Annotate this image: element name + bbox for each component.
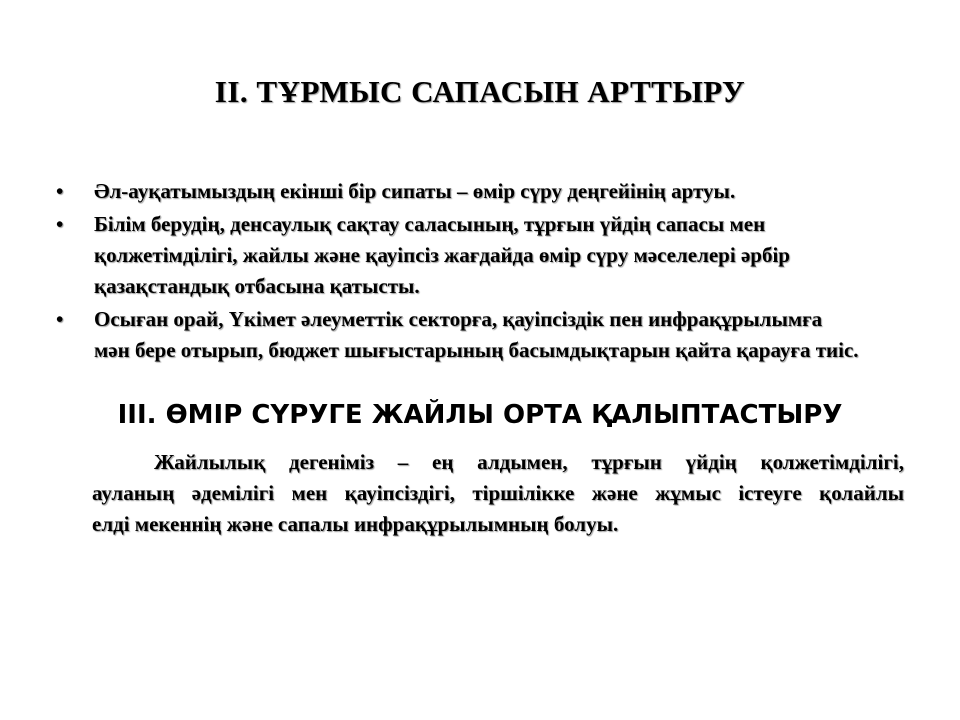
paragraph-line: елді мекеннің және сапалы инфрақұрылымның болуы.	[92, 512, 619, 536]
bullet-text-line: қазақстандық отбасына қатысты.	[94, 274, 420, 298]
bullet-text-line: Әл-ауқатымыздың екінші бір сипаты – өмір сүру деңгейінің артуы.	[94, 179, 736, 203]
slide-title: II. ТҰРМЫС САПАСЫН АРТТЫРУ	[214, 74, 746, 109]
bullet-text-line: қолжетімділігі, жайлы және қауіпсіз жағдайда өмір сүру мәселелері әрбір	[94, 243, 790, 267]
section-subtitle: III. ӨМІР СҮРУГЕ ЖАЙЛЫ ОРТА ҚАЛЫПТАСТЫРУ	[117, 400, 843, 430]
bullet-item	[56, 304, 906, 366]
paragraph-line: Жайлылық дегеніміз – ең алдымен, тұрғын үйдің қолжетімділігі,	[154, 450, 904, 474]
bullet-marker: •	[56, 307, 64, 331]
body-paragraph	[92, 447, 904, 540]
bullet-text-line: Білім берудің, денсаулық сақтау саласының, тұрғын үйдің сапасы мен	[94, 212, 766, 236]
bullet-text-line: Осыған орай, Үкімет әлеуметтік секторға, қауіпсіздік пен инфрақұрылымға	[94, 307, 823, 331]
bullet-list	[56, 176, 906, 368]
bullet-item	[56, 176, 906, 207]
bullet-text-line: мән бере отырып, бюджет шығыстарының басымдықтарын қайта қарауға тиіс.	[94, 338, 859, 362]
paragraph-line: ауланың әдемілігі мен қауіпсіздігі, тіршілікке және жұмыс істеуге қолайлы	[92, 481, 904, 505]
bullet-marker: •	[56, 212, 64, 236]
bullet-item	[56, 209, 906, 302]
bullet-marker: •	[56, 179, 64, 203]
